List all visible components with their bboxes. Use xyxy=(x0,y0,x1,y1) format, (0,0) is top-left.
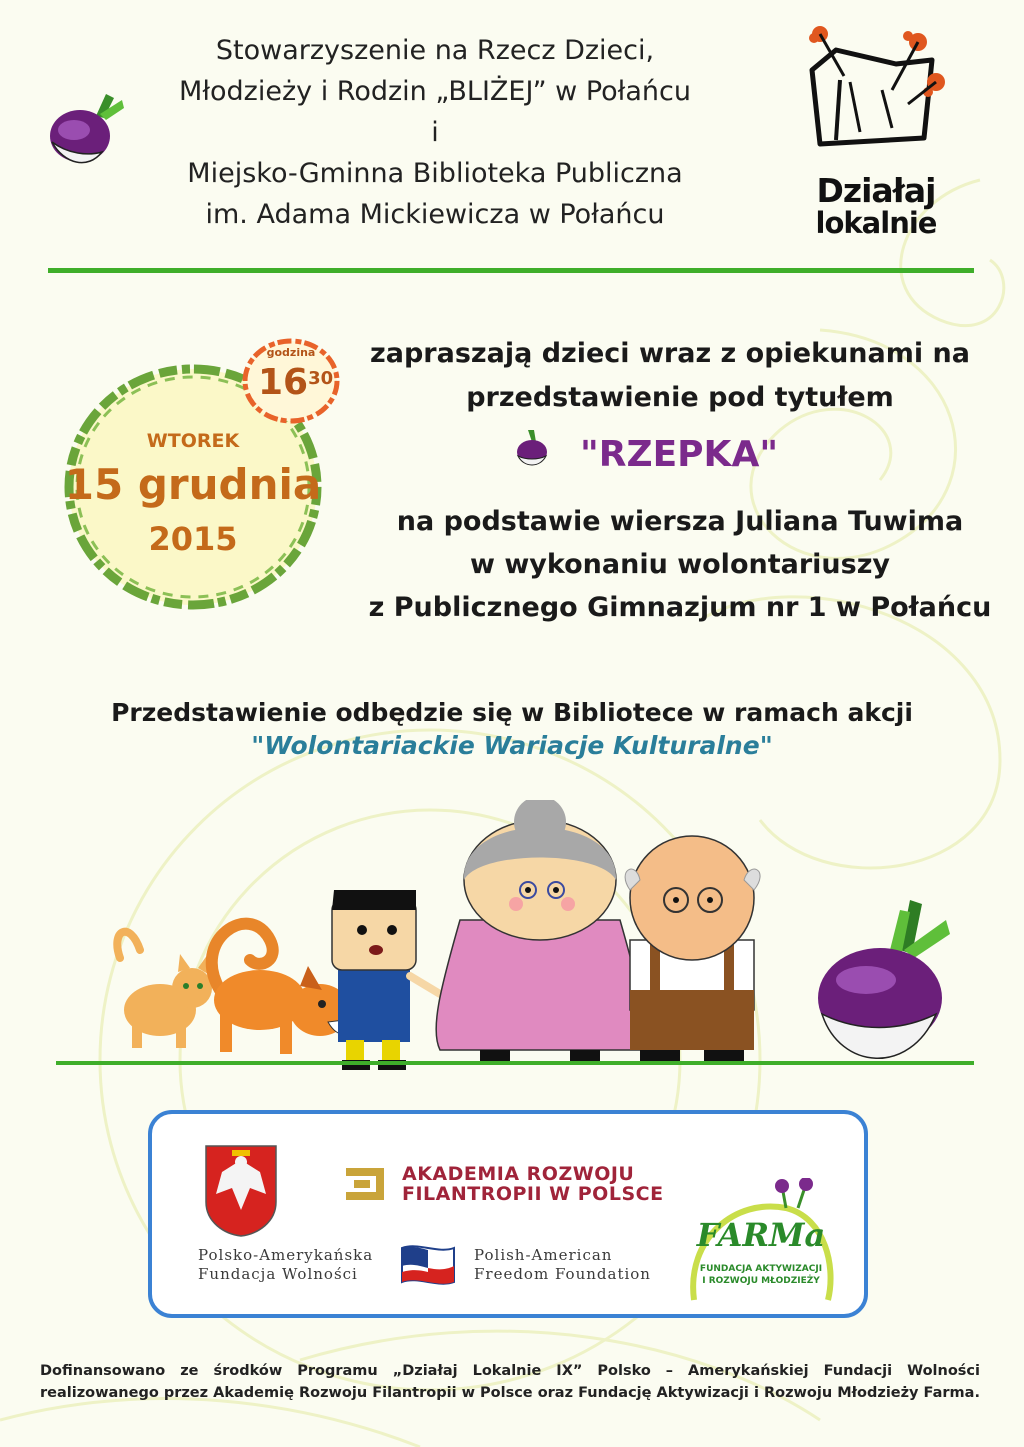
grandma-icon xyxy=(436,800,644,1064)
pafw-en-name xyxy=(474,1246,651,1284)
event-line: Przedstawienie odbędzie się w Bibliotece w ramach akcji xyxy=(111,698,913,727)
turnip-icon xyxy=(512,428,552,470)
header-line: Miejsko-Gminna Biblioteka Publiczna xyxy=(187,158,683,189)
header-line: Młodzieży i Rodzin „BLIŻEJ” w Połańcu xyxy=(179,76,691,107)
sponsors-box xyxy=(148,1110,868,1318)
year-label: 2015 xyxy=(148,520,238,558)
arfp-line: AKADEMIA ROZWOJU xyxy=(402,1163,635,1185)
farma-sub: FUNDACJA AKTYWIZACJI xyxy=(699,1264,823,1274)
farma-logo xyxy=(686,1178,836,1308)
cat-icon xyxy=(117,932,212,1048)
turnip-icon xyxy=(44,90,128,176)
logo-line: Działaj xyxy=(816,171,936,210)
flowers-box-icon xyxy=(796,20,956,170)
dog-icon xyxy=(212,924,350,1054)
invitation-line: przedstawienie pod tytułem xyxy=(466,382,894,413)
invitation-line: z Publicznego Gimnazjum nr 1 w Połańcu xyxy=(368,592,992,623)
time-label: godzina xyxy=(266,346,316,359)
funding-footer: Dofinansowano ze środków Programu „Działaj Lokalnie IX” Polsko – Amerykańskiej Fundacji Wolności realizowanego przez Akademię Rozwoju Filantropii w Polsce oraz Fundację Aktywizacji i Rozwoju Młodzieży Farma. xyxy=(40,1363,980,1401)
pafw-pl-line: Fundacja Wolności xyxy=(198,1265,358,1283)
rzepka-characters-illustration xyxy=(110,800,950,1072)
arfp-logo-icon xyxy=(342,1164,388,1204)
dzialaj-lokalnie-logo xyxy=(796,20,956,240)
invitation-line: w wykonaniu wolontariuszy xyxy=(469,549,891,580)
time-hour: 16 xyxy=(258,362,309,403)
time-minutes: 30 xyxy=(308,367,334,389)
header-line: Stowarzyszenie na Rzecz Dzieci, xyxy=(215,35,655,66)
pafw-en-line: Freedom Foundation xyxy=(474,1265,651,1283)
pafw-flag-icon xyxy=(398,1242,458,1294)
green-divider xyxy=(48,268,974,273)
pafw-en-line: Polish-American xyxy=(474,1246,613,1264)
weekday-label: WTOREK xyxy=(146,430,240,452)
time-value xyxy=(258,362,333,403)
time-badge xyxy=(242,338,340,424)
event-info xyxy=(0,698,1024,760)
pafw-pl-line: Polsko-Amerykańska xyxy=(198,1246,374,1264)
voivodeship-coat-of-arms-icon xyxy=(202,1142,280,1238)
arfp-line: FILANTROPII W POLSCE xyxy=(402,1183,664,1205)
play-title: "RZEPKA" xyxy=(580,434,779,475)
date-label: 15 grudnia xyxy=(64,460,322,509)
logo-line: lokalnie xyxy=(815,206,937,240)
turnip-icon xyxy=(818,900,950,1058)
pafw-pl-name xyxy=(198,1246,373,1284)
boy-icon xyxy=(332,890,440,1070)
farma-name: FARMa xyxy=(696,1216,826,1254)
grandpa-icon xyxy=(625,836,760,1064)
green-divider xyxy=(56,1061,974,1065)
header-line: i xyxy=(431,117,439,148)
organizer-header xyxy=(120,30,750,235)
invitation-line: zapraszają dzieci wraz z opiekunami na xyxy=(370,338,970,369)
campaign-name: "Wolontariackie Wariacje Kulturalne" xyxy=(251,731,773,760)
farma-sub: I ROZWOJU MŁODZIEŻY xyxy=(702,1276,820,1286)
invitation-line: na podstawie wiersza Juliana Tuwima xyxy=(396,506,964,537)
header-line: im. Adama Mickiewicza w Połańcu xyxy=(205,199,665,230)
